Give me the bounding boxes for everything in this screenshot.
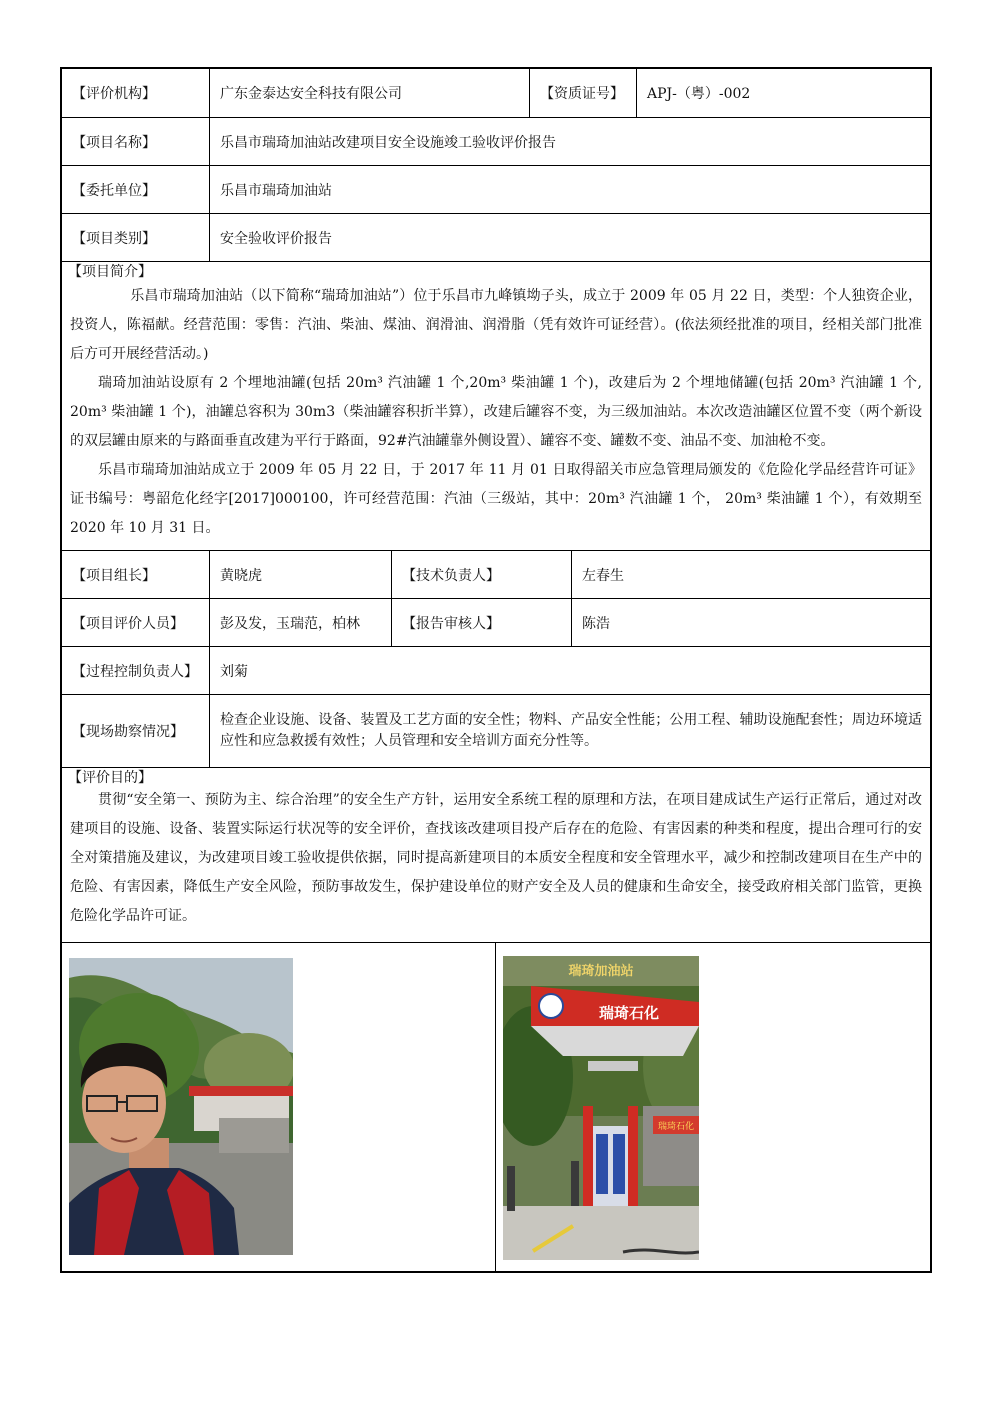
row-project-name: [62, 117, 930, 165]
wall-sign-text: 瑞琦石化: [657, 1122, 695, 1132]
row-category: [62, 213, 930, 261]
client-label: 【委托单位】: [72, 182, 156, 199]
process-label-cell: [62, 647, 209, 694]
tech-label-cell: [391, 551, 571, 598]
leader-value-cell: [209, 551, 391, 598]
category-label: 【项目类别】: [72, 230, 156, 247]
project-name-label: 【项目名称】: [72, 134, 156, 151]
org-value: 广东金泰达安全科技有限公司: [220, 86, 402, 102]
row-evaluators: [62, 598, 930, 646]
intro-text: [70, 282, 922, 543]
purpose-text: [70, 786, 922, 931]
photo-inspector-selfie: [69, 958, 293, 1255]
evaluation-form: [60, 67, 932, 1273]
survey-label-cell: [62, 695, 209, 767]
intro-label: 【项目简介】: [68, 264, 152, 280]
org-label-cell: [62, 69, 209, 117]
row-process: [62, 646, 930, 694]
evaluators-label-cell: [62, 599, 209, 646]
station-sign-text: 瑞琦加油站: [568, 964, 634, 979]
evaluators-value: 彭及发，玉瑞范，柏林: [220, 615, 360, 632]
tech-label: 【技术负责人】: [402, 567, 500, 584]
client-value-cell: [209, 166, 930, 213]
reviewer-value: 陈浩: [582, 615, 610, 632]
category-label-cell: [62, 214, 209, 261]
evaluators-label: 【项目评价人员】: [72, 615, 184, 632]
org-value-cell: [209, 69, 529, 117]
purpose-label: 【评价目的】: [68, 770, 152, 786]
intro-paragraph-2: 瑞琦加油站设原有 2 个埋地油罐(包括 20m³ 汽油罐 1 个,20m³ 柴油罐 1 个)，改建后为 2 个埋地储罐(包括 20m³ 汽油罐 1 个, 20m³ 柴油罐 1 个)，油罐总容积为 30m3（柴油罐容积折半算），改建后罐容不变，为三级加油站。本次改造油罐区位置不变（两个新设的双层罐由原来的与路面垂直改建为平行于路面，92#汽油罐靠外侧设置）、罐容不变、罐数不变、油品不变、加油枪不变。: [70, 375, 922, 449]
leader-label: 【项目组长】: [72, 567, 156, 584]
intro-paragraph-3: 乐昌市瑞琦加油站成立于 2009 年 05 月 22 日，于 2017 年 11 月 01 日取得韶关市应急管理局颁发的《危险化学品经营许可证》证书编号：粤韶危化经字[2017]000100，许可经营范围：汽油（三级站，其中：20m³ 汽油罐 1 个， 20m³ 柴油罐 1 个），有效期至 2020 年 10 月 31 日。: [70, 462, 922, 536]
cert-value-cell: [636, 69, 930, 117]
client-value: 乐昌市瑞琦加油站: [220, 182, 332, 199]
photo-divider: [495, 943, 496, 1271]
project-name-value-cell: [209, 118, 930, 165]
reviewer-label-cell: [391, 599, 571, 646]
project-name-value: 乐昌市瑞琦加油站改建项目安全设施竣工验收评价报告: [220, 134, 556, 151]
intro-paragraph-1: 乐昌市瑞琦加油站（以下简称“瑞琦加油站”）位于乐昌市九峰镇坳子头，成立于 2009 年 05 月 22 日，类型：个人独资企业，投资人，陈福献。经营范围：零售：汽油、柴油、煤油、润滑油、润滑脂（凭有效许可证经营）。(依法须经批准的项目，经相关部门批准后方可开展经营活动。): [70, 288, 922, 362]
survey-value-cell: [209, 695, 930, 767]
cert-label: 【资质证号】: [540, 86, 624, 102]
row-org: [62, 69, 930, 117]
process-value: 刘菊: [220, 663, 248, 680]
row-leader: [62, 550, 930, 598]
tech-value: 左春生: [582, 567, 624, 584]
row-intro: [62, 261, 930, 550]
category-value-cell: [209, 214, 930, 261]
leader-value: 黄晓虎: [220, 567, 262, 584]
row-survey: [62, 694, 930, 767]
survey-value: 检查企业设施、设备、装置及工艺方面的安全性；物料、产品安全性能；公用工程、辅助设施配套性；周边环境适应性和应急救援有效性；人员管理和安全培训方面充分性等。: [220, 712, 922, 749]
row-photos: [62, 942, 930, 1271]
process-value-cell: [209, 647, 930, 694]
project-name-label-cell: [62, 118, 209, 165]
cert-value: APJ-（粤）-002: [647, 86, 751, 102]
row-client: [62, 165, 930, 213]
category-value: 安全验收评价报告: [220, 230, 332, 247]
tech-value-cell: [571, 551, 930, 598]
reviewer-value-cell: [571, 599, 930, 646]
photo-gas-station: [503, 956, 699, 1260]
survey-label: 【现场勘察情况】: [72, 724, 184, 740]
process-label: 【过程控制负责人】: [72, 663, 198, 680]
purpose-paragraph: 贯彻“安全第一、预防为主、综合治理”的安全生产方针，运用安全系统工程的原理和方法，在项目建成试生产运行正常后，通过对改建项目的设施、设备、装置实际运行状况等的安全评价，查找该改建项目投产后存在的危险、有害因素的种类和程度，提出合理可行的安全对策措施及建议，为改建项目竣工验收提供依据，同时提高新建项目的本质安全程度和安全管理水平，减少和控制改建项目在生产中的危险、有害因素，降低生产安全风险，预防事故发生，保护建设单位的财产安全及人员的健康和生命安全，接受政府相关部门监管，更换危险化学品许可证。: [70, 792, 922, 924]
cert-label-cell: [529, 69, 636, 117]
selfie-image: [69, 958, 293, 1255]
gas-station-image: [503, 956, 699, 1260]
canopy-brand-text: 瑞琦石化: [598, 1004, 660, 1022]
leader-label-cell: [62, 551, 209, 598]
org-label: 【评价机构】: [72, 86, 156, 102]
client-label-cell: [62, 166, 209, 213]
reviewer-label: 【报告审核人】: [402, 615, 500, 632]
evaluators-value-cell: [209, 599, 391, 646]
row-purpose: [62, 767, 930, 942]
